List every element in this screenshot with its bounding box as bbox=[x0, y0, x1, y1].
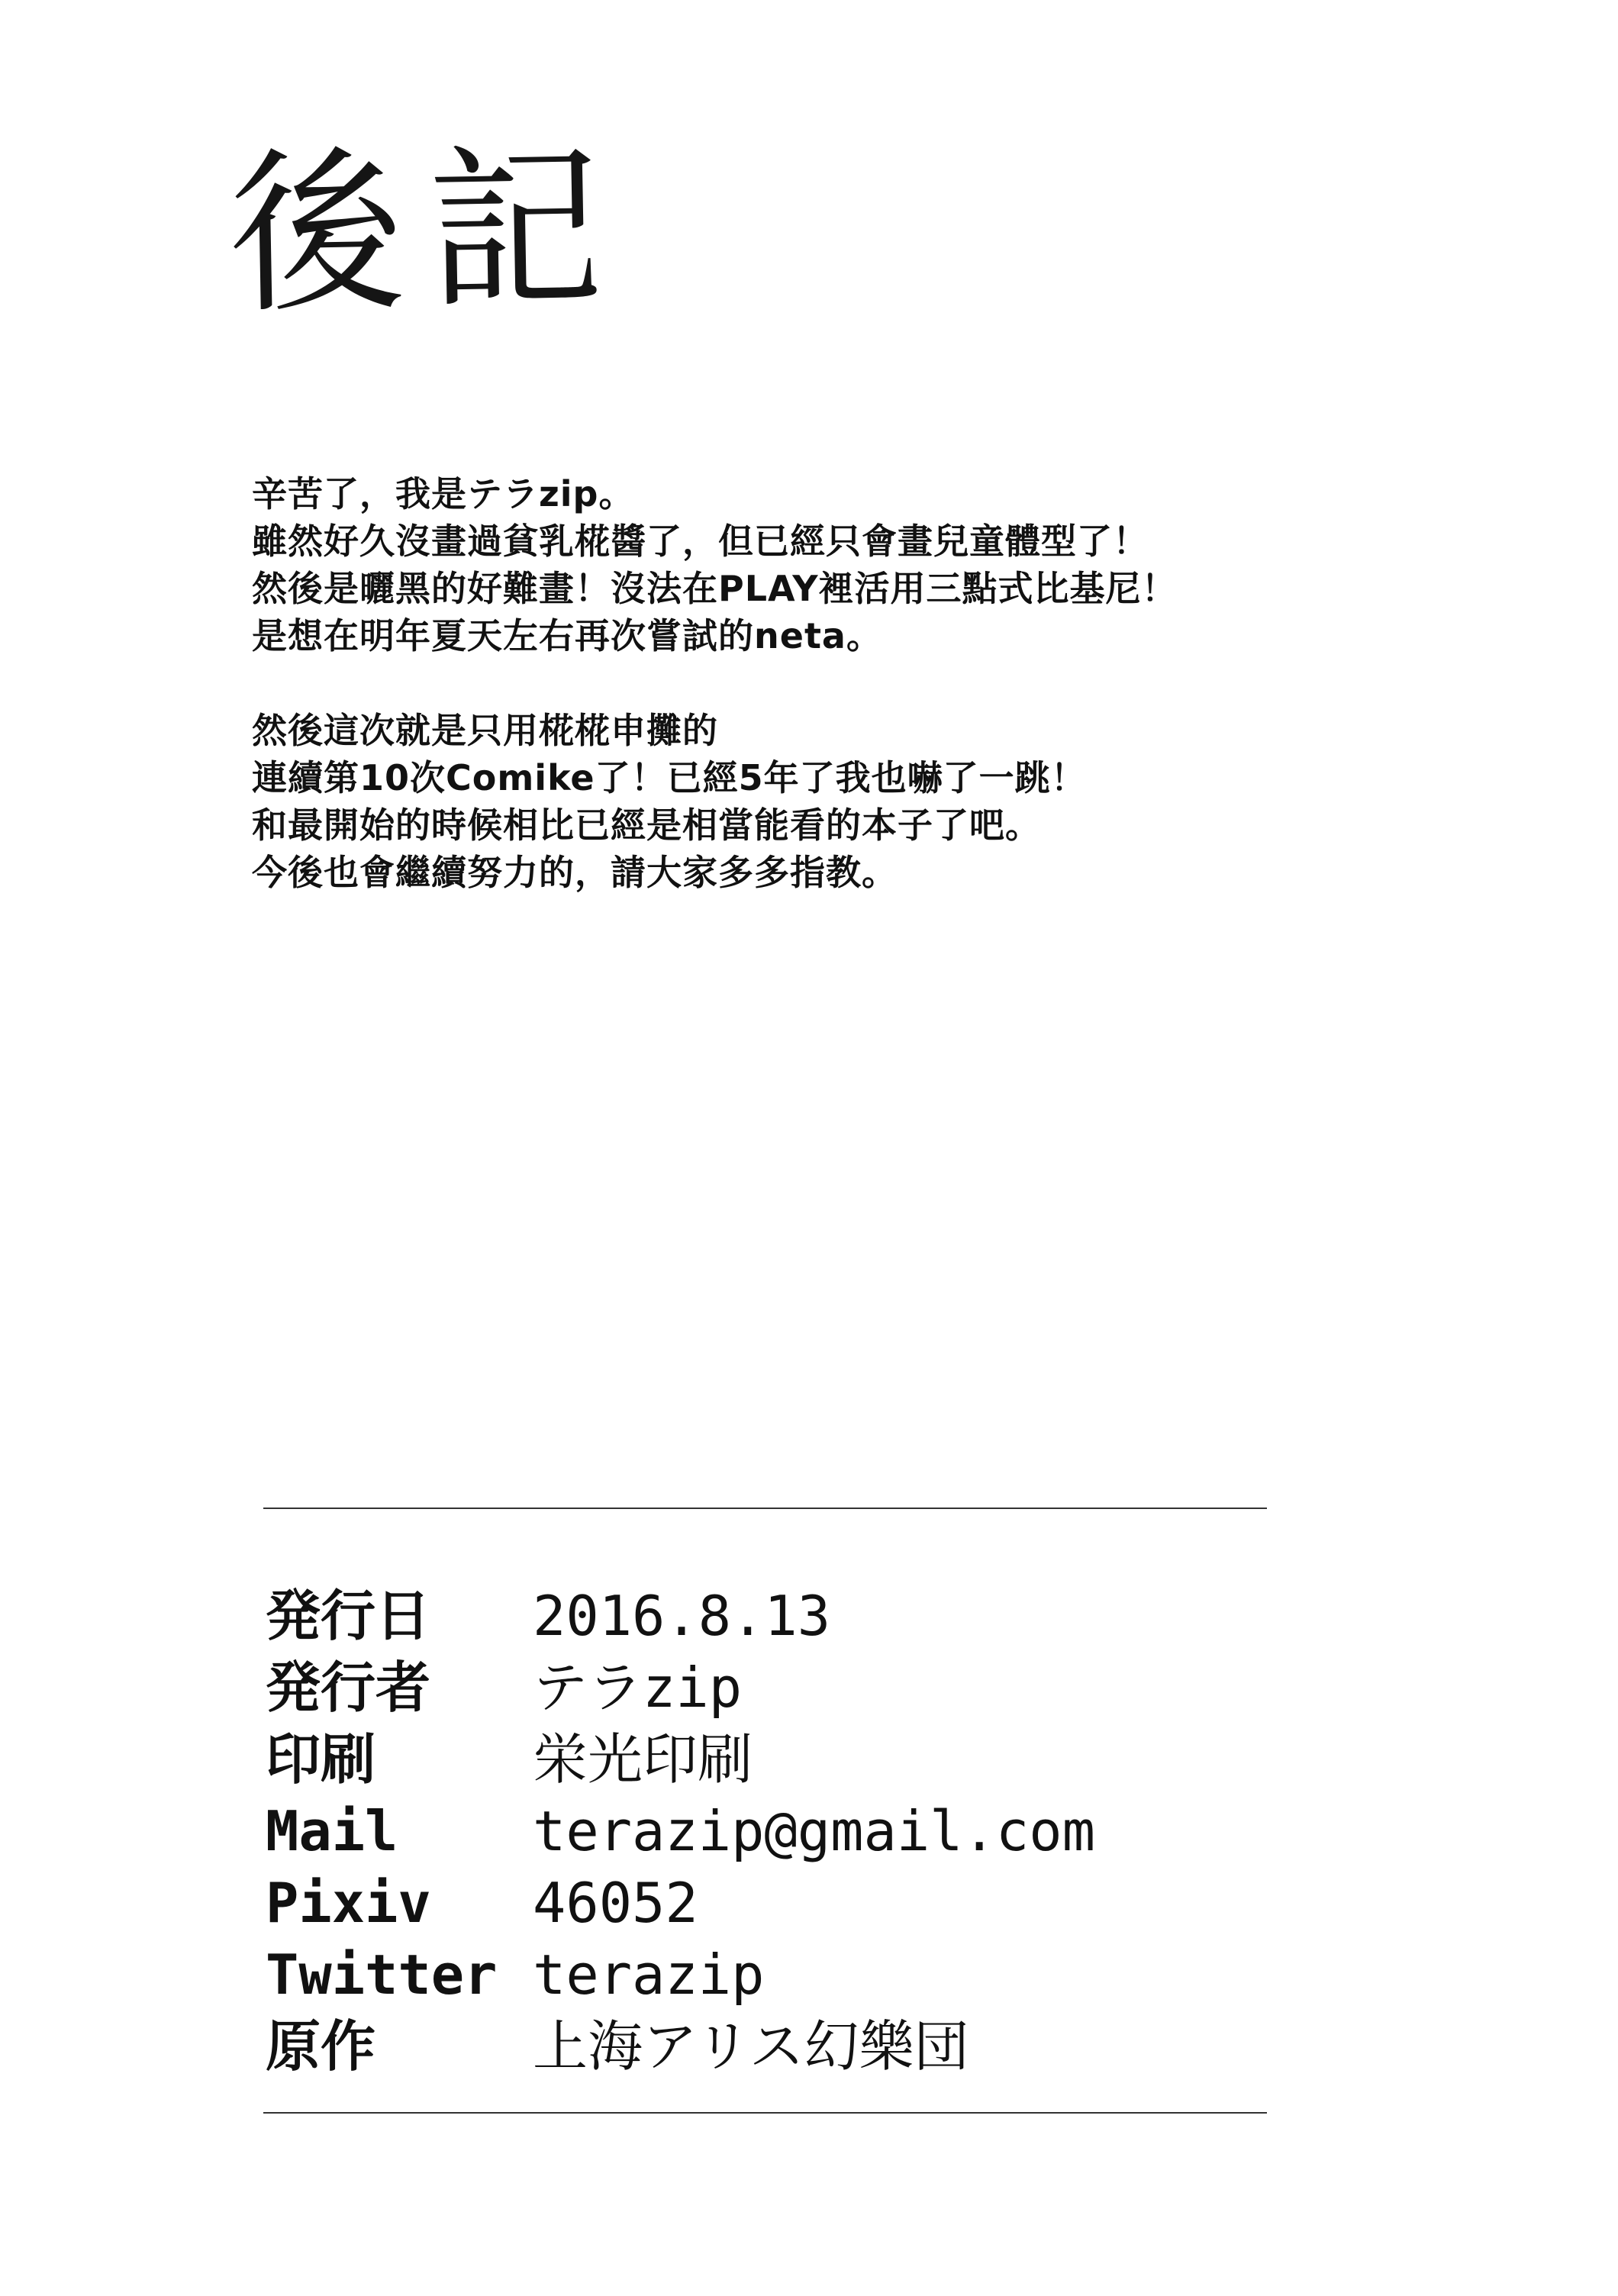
paragraph-line: 然後這次就是只用椛椛申攤的 bbox=[252, 710, 718, 751]
colophon-value: 栄光印刷 bbox=[533, 1727, 753, 1791]
afterword-paragraph-1 bbox=[252, 470, 1178, 659]
colophon-value: 46052 bbox=[533, 1871, 698, 1935]
colophon-label: Twitter bbox=[266, 1943, 498, 2007]
afterword-paragraph-2 bbox=[252, 707, 1087, 896]
colophon-row-printer bbox=[266, 1724, 1095, 1795]
colophon-value: terazip@gmail.com bbox=[533, 1799, 1095, 1863]
paragraph-line: 是想在明年夏天左右再次嘗試的neta。 bbox=[252, 615, 882, 656]
paragraph-line: 和最開始的時候相比已經是相當能看的本子了吧。 bbox=[252, 805, 1041, 846]
colophon-value: 上海アリス幻樂団 bbox=[533, 2014, 969, 2078]
colophon-top-divider bbox=[263, 1508, 1267, 1509]
colophon bbox=[266, 1580, 1095, 2082]
colophon-row-mail bbox=[266, 1795, 1095, 1867]
paragraph-line: 然後是曬黑的好難畫！沒法在PLAY裡活用三點式比基尼！ bbox=[252, 568, 1178, 609]
afterword-heading: 後記 bbox=[227, 127, 628, 338]
colophon-row-pixiv bbox=[266, 1867, 1095, 1939]
colophon-label: 原作 bbox=[266, 2014, 376, 2078]
colophon-bottom-divider bbox=[263, 2112, 1267, 2114]
colophon-value: terazip bbox=[533, 1943, 765, 2007]
paragraph-line: 辛苦了，我是テラzip。 bbox=[252, 473, 635, 514]
colophon-row-publisher bbox=[266, 1652, 1095, 1724]
colophon-label: 発行日 bbox=[266, 1584, 431, 1648]
colophon-row-original-work bbox=[266, 2011, 1095, 2082]
colophon-label: Pixiv bbox=[266, 1871, 431, 1935]
colophon-row-publish-date bbox=[266, 1580, 1095, 1652]
colophon-label: Mail bbox=[266, 1799, 398, 1863]
colophon-row-twitter bbox=[266, 1939, 1095, 2011]
paragraph-line: 連續第10次Comike了！已經5年了我也嚇了一跳！ bbox=[252, 757, 1087, 798]
paragraph-line: 今後也會繼續努力的，請大家多多指教。 bbox=[252, 852, 898, 893]
colophon-value: 2016.8.13 bbox=[533, 1584, 831, 1648]
colophon-value: テラzip bbox=[533, 1656, 743, 1720]
colophon-label: 発行者 bbox=[266, 1656, 431, 1720]
colophon-label: 印刷 bbox=[266, 1727, 376, 1791]
paragraph-line: 雖然好久沒畫過貧乳椛醬了，但已經只會畫兒童體型了！ bbox=[252, 521, 1149, 562]
